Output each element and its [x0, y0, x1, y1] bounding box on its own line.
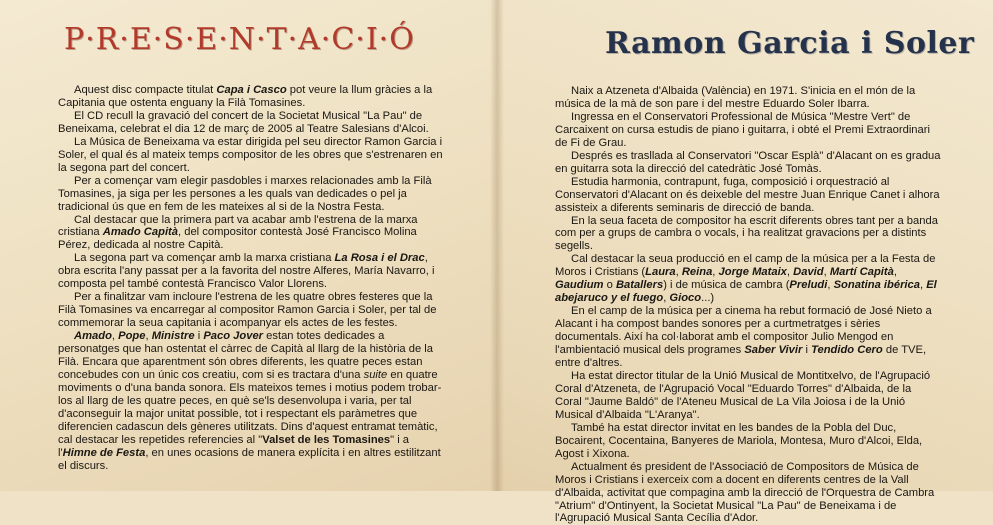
emphasis-text: Martí Capità	[829, 266, 894, 279]
paragraph	[555, 111, 941, 150]
emphasis-text: Saber Vivir	[744, 344, 803, 357]
emphasis-text	[555, 279, 603, 291]
emphasis-text	[645, 266, 675, 278]
emphasis-text: Gaudium	[555, 279, 604, 292]
text-run: Aquest disc compacte titulat	[74, 84, 217, 96]
emphasis-text	[719, 266, 787, 278]
paragraph	[555, 150, 941, 176]
emphasis-text	[203, 330, 263, 342]
emphasis-text: Preludi	[789, 279, 828, 292]
emphasis-text	[789, 279, 827, 291]
emphasis-text	[152, 330, 195, 342]
emphasis-text	[616, 279, 663, 291]
text-run: Cal destacar que la primera part va acabar amb l'estrena de la marxa cristiana	[58, 213, 418, 239]
text-run: ,	[663, 292, 670, 305]
paragraph	[58, 110, 444, 136]
emphasis-text: Capa i Casco	[216, 84, 287, 96]
text-run: ,	[786, 266, 794, 279]
text-run: També ha estat director invitat en les bandes de la Pobla del Duc, Bocairent, Cocentaina, Banyeres de Mariola, Montesa, Muro d'Alcoi, Elda, Agost i Xixona.	[555, 421, 923, 460]
paragraph	[58, 252, 444, 291]
text-run: i	[802, 344, 812, 357]
text-run: " i a l'	[58, 433, 410, 459]
emphasis-text: Himne de Festa	[62, 446, 146, 459]
emphasis-text: Pope	[118, 330, 146, 343]
emphasis-text	[74, 330, 112, 342]
emphasis-text: Tendido Cero	[811, 344, 883, 357]
text-run: Naix a Atzeneta d'Albaida (València) en 1971. S'inicia en el món de la música de la mà de son pare i del mestre Eduardo Soler Ibarra.	[555, 85, 916, 110]
emphasis-text	[682, 266, 712, 278]
paragraph	[58, 175, 444, 214]
paragraph	[58, 136, 444, 175]
paragraph	[555, 215, 941, 254]
emphasis-text	[830, 266, 894, 278]
presentacio-text	[58, 84, 444, 473]
emphasis-text	[335, 252, 425, 264]
emphasis-text: David	[793, 266, 824, 279]
emphasis-text: Batallers	[615, 279, 664, 292]
emphasis-text: Amado Capità	[102, 226, 178, 239]
emphasis-text	[103, 226, 178, 238]
emphasis-text	[118, 330, 145, 342]
paragraph	[555, 461, 941, 525]
emphasis-text: Gioco	[669, 292, 702, 305]
text-run: i	[194, 330, 204, 343]
emphasis-text	[811, 344, 883, 356]
left-page	[0, 0, 497, 491]
text-run: En la seua faceta de compositor ha escrit diferents obres tant per a banda com per a grups de cambra o vocals, i ha realitzat gravacions per a distints segells.	[555, 214, 938, 253]
page-fold	[490, 0, 504, 491]
text-run: ,	[111, 330, 119, 343]
emphasis-text: suite	[363, 368, 388, 381]
paragraph	[555, 176, 941, 215]
text-run: ,	[827, 279, 834, 292]
text-run: , del compositor contestà José Francisco Molina Pérez, dedicada al nostre Capità.	[58, 226, 417, 252]
text-run: La segona part va començar amb la marxa cristiana	[74, 252, 335, 265]
text-run: Actualment és president de l'Associació de Compositors de Música de Moros i Cristians i exerceix com a docent en diferents centres de la Vall d'Albaida, activitat que compagina amb la direcció de l'Orquestra de Cambra "Atrium" d'Ontinyent, la Societat Musical "La Pau" de Beneixama i de l'Agrupació Musical Santa Cecília d'Ador.	[555, 460, 935, 525]
text-run: Per a finalitzar vam incloure l'estrena de les quatre obres festeres que la Filà Tomasines va encarregar al compositor Ramon Garcia i Soler, per tal de commemorar la seua capitania i acompanyar els actes de les festes.	[58, 291, 437, 330]
text-run: ,	[823, 266, 830, 279]
emphasis-text: Valset de les Tomasines	[262, 433, 391, 446]
text-run: Després es trasllada al Conservatori "Oscar Esplà" d'Alacant on es gradua en guitarra sota la direcció del catedràtic José Tomàs.	[555, 149, 941, 175]
emphasis-text	[669, 292, 701, 304]
text-run: ,	[893, 266, 897, 279]
text-run: ) i de música de cambra (	[663, 279, 790, 292]
text-run: ...)	[701, 292, 715, 305]
paragraph	[58, 84, 444, 110]
text-run: en quatre moviments o d'una banda sonora. Els mateixos temes i motius podem trobar-los al llarg de les quatre peces, en què se'ls desenvolupa i varia, per tal d'aconseguir la major unitat possible, tot i respectant els paràmetres que diferencien cadascun dels gèneres utilitzats. Dins d'aquest entramat temàtic, cal destacar les repetides referencies al "	[58, 368, 442, 446]
emphasis-text	[744, 344, 802, 356]
text-run: ,	[712, 266, 719, 279]
emphasis-text: Ministre	[151, 330, 195, 343]
text-run: El CD recull la gravació del concert de la Societat Musical "La Pau" de Beneixama, celebrat el dia 12 de març de 2005 al Teatre Salesians d'Alcoi.	[58, 109, 429, 135]
text-run: La Música de Beneixama va estar dirigida pel seu director Ramon Garcia i Soler, el qual és al mateix temps compositor de les obres que s'estrenaren en la segona part del concert.	[58, 135, 443, 174]
composer-title: Ramon Garcia i Soler	[605, 26, 975, 61]
emphasis-text: Amado	[74, 330, 112, 343]
emphasis-text: Jorge Mataix	[718, 266, 787, 279]
text-run: Per a començar vam elegir pasdobles i marxes relacionades amb la Filà Tomasines, ja siga per les persones a les quals van dedicades o pel ja tradicional ús que en fem de les mateixes al si de la Nostra Festa.	[58, 174, 432, 213]
right-page	[497, 0, 993, 525]
paragraph	[555, 253, 941, 305]
emphasis-text: Paco Jover	[203, 330, 264, 343]
emphasis-text: El abejaruco y el fuego	[555, 279, 937, 305]
paragraph	[555, 422, 941, 461]
emphasis-text	[216, 84, 286, 96]
text-run: , en unes ocasions de manera explícita i en altres estilitzant el discurs.	[58, 446, 441, 472]
emphasis-text: La Rosa i el Drac	[334, 252, 425, 265]
emphasis-text	[793, 266, 823, 278]
presentacio-title: P·R·E·S·E·N·T·A·C·I·Ó	[64, 22, 415, 57]
text-run: o	[603, 279, 616, 292]
text-run: ,	[145, 330, 152, 343]
text-run: , obra escrita l'any passat per a la favorita del nostre Alferes, María Navarro, i composta pel també contestà Francisco Valor Llorens.	[58, 252, 435, 291]
text-run: Cal destacar la seua producció en el camp de la música per a la Festa de Moros i Cristians (	[555, 253, 936, 279]
text-run: ,	[675, 266, 682, 279]
emphasis-text	[834, 279, 920, 291]
paragraph	[555, 370, 941, 422]
emphasis-text	[63, 447, 146, 459]
paragraph	[58, 214, 444, 253]
text-run: estan totes dedicades a personatges que han ostentat el càrrec de Capità al llarg de la història de la Filà. Encara que aparentment són obres diferents, les quatre peces estan concebudes con un únic cos creatiu, com si es tractara d'una	[58, 330, 434, 381]
text-run: de TVE, entre d'altres.	[555, 344, 927, 370]
emphasis-text: Laura	[645, 266, 676, 279]
text-run: Estudia harmonia, contrapunt, fuga, composició i orquestració al Conservatori d'Alacant on és deixeble del mestre Juan Enrique Canet i alhora assisteix a diferents seminaris de direcció de banda.	[555, 175, 940, 214]
emphasis-text: Sonatina ibérica	[833, 279, 920, 292]
text-run: ,	[919, 279, 927, 292]
paragraph	[555, 305, 941, 370]
text-run: Ingressa en el Conservatori Professional de Música "Mestre Vert" de Carcaixent on cursa estudis de piano i guitarra, i obté el Premi Extraordinari de Fi de Grau.	[555, 110, 930, 149]
paragraph	[555, 85, 941, 111]
paragraph	[58, 330, 444, 472]
paragraph	[58, 291, 444, 330]
text-run: Ha estat director titular de la Unió Musical de Montitxelvo, de l'Agrupació Coral d'Atzeneta, de l'Agrupació Vocal "Eduardo Torres" d'Albaida, de la Coral "Jaume Baldó" de l'Ateneu Musical de La Vila Joiosa i de la Unió Musical d'Albaida "L'Aranya".	[555, 369, 931, 421]
text-run: En el camp de la música per a cinema ha rebut formació de José Nieto a Alacant i ha compost bandes sonores per a curtmetratges i sèries documentals. Així ha col·laborat amb el compositor Julio Mengod en l'ambientació musical dels programes	[555, 305, 932, 357]
biography-text	[555, 85, 941, 525]
emphasis-text: Reina	[681, 266, 713, 279]
text-run: pot veure la llum gràcies a la Capitania que ostenta enguany la Filà Tomasines.	[58, 84, 433, 109]
